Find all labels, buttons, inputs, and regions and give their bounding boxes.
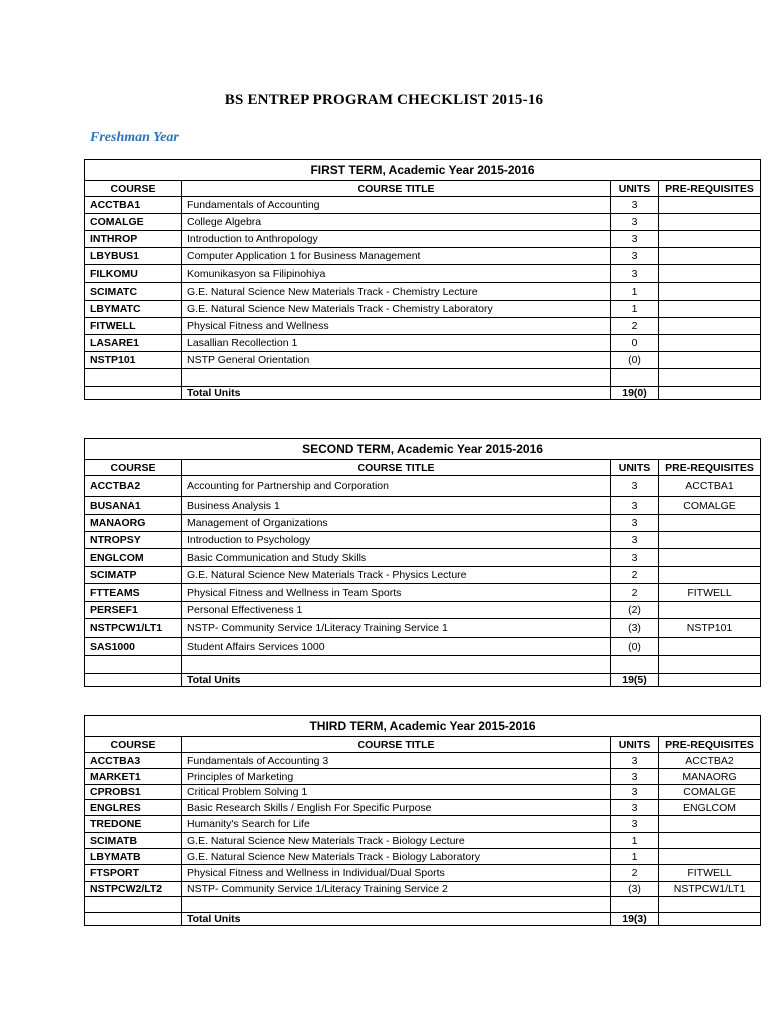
course-title: NSTP- Community Service 1/Literacy Training Service 2 (182, 882, 611, 897)
course-units: 3 (611, 753, 659, 769)
col-header-prereq: PRE-REQUISITES (659, 737, 761, 753)
course-units: 2 (611, 584, 659, 602)
course-title: Lasallian Recollection 1 (182, 335, 611, 352)
course-prereq (659, 248, 761, 265)
course-prereq (659, 283, 761, 301)
table-row (85, 833, 761, 849)
course-prereq: ENGLCOM (659, 800, 761, 816)
term-rows (85, 476, 761, 687)
course-code: PERSEF1 (85, 602, 182, 619)
table-row (85, 619, 761, 638)
table-row (85, 301, 761, 318)
course-prereq (659, 231, 761, 248)
course-prereq: ACCTBA1 (659, 476, 761, 497)
course-title: Physical Fitness and Wellness in Individual/Dual Sports (182, 865, 611, 882)
course-units: 1 (611, 301, 659, 318)
course-units: 3 (611, 800, 659, 816)
term-rows (85, 197, 761, 400)
course-code: SCIMATC (85, 283, 182, 301)
course-units: 3 (611, 248, 659, 265)
course-title: Physical Fitness and Wellness in Team Sports (182, 584, 611, 602)
term-title: FIRST TERM, Academic Year 2015-2016 (85, 160, 761, 181)
course-code: NSTPCW2/LT2 (85, 882, 182, 897)
col-header-course: COURSE (85, 181, 182, 197)
course-title: College Algebra (182, 214, 611, 231)
document-title: BS ENTREP PROGRAM CHECKLIST 2015-16 (224, 92, 544, 108)
empty-cell (182, 656, 611, 674)
table-row (85, 283, 761, 301)
empty-cell (85, 387, 182, 400)
course-code: ENGLRES (85, 800, 182, 816)
course-units: 3 (611, 515, 659, 532)
total-row (85, 674, 761, 687)
course-units: 3 (611, 532, 659, 549)
course-title: Physical Fitness and Wellness (182, 318, 611, 335)
course-units: 1 (611, 849, 659, 865)
course-title: Fundamentals of Accounting 3 (182, 753, 611, 769)
empty-cell (85, 674, 182, 687)
table-row (85, 532, 761, 549)
table-row (85, 214, 761, 231)
third-term-table (84, 715, 761, 926)
course-title: Introduction to Psychology (182, 532, 611, 549)
course-code: ACCTBA3 (85, 753, 182, 769)
table-row (85, 352, 761, 369)
col-header-prereq: PRE-REQUISITES (659, 181, 761, 197)
col-header-prereq: PRE-REQUISITES (659, 460, 761, 476)
col-header-course-title: COURSE TITLE (182, 737, 611, 753)
table-row (85, 497, 761, 515)
table-row (85, 265, 761, 283)
col-header-course-title: COURSE TITLE (182, 460, 611, 476)
course-prereq: MANAORG (659, 769, 761, 785)
course-units: 2 (611, 567, 659, 584)
course-title: Accounting for Partnership and Corporation (182, 476, 611, 497)
table-row (85, 197, 761, 214)
table-row (85, 476, 761, 497)
course-units: (0) (611, 638, 659, 656)
table-row (85, 231, 761, 248)
course-code: BUSANA1 (85, 497, 182, 515)
course-prereq: COMALGE (659, 497, 761, 515)
empty-cell (659, 674, 761, 687)
total-units: 19(3) (611, 913, 659, 926)
empty-cell (85, 656, 182, 674)
total-units: 19(0) (611, 387, 659, 400)
course-code: SCIMATP (85, 567, 182, 584)
course-title: Introduction to Anthropology (182, 231, 611, 248)
empty-cell (659, 656, 761, 674)
course-title: Management of Organizations (182, 515, 611, 532)
course-prereq (659, 265, 761, 283)
course-units: (3) (611, 882, 659, 897)
course-prereq (659, 816, 761, 833)
empty-cell (659, 369, 761, 387)
course-prereq (659, 318, 761, 335)
table-row (85, 335, 761, 352)
course-code: SCIMATB (85, 833, 182, 849)
course-units: 3 (611, 476, 659, 497)
first-term-table (84, 159, 761, 400)
course-code: LASARE1 (85, 335, 182, 352)
table-row (85, 248, 761, 265)
empty-cell (659, 913, 761, 926)
table-row (85, 800, 761, 816)
empty-cell (182, 369, 611, 387)
course-title: Komunikasyon sa Filipinohiya (182, 265, 611, 283)
course-code: LBYMATB (85, 849, 182, 865)
course-code: SAS1000 (85, 638, 182, 656)
empty-cell (611, 369, 659, 387)
course-prereq (659, 833, 761, 849)
course-code: INTHROP (85, 231, 182, 248)
year-heading: Freshman Year (90, 130, 179, 145)
course-units: 3 (611, 265, 659, 283)
course-prereq (659, 549, 761, 567)
course-prereq (659, 532, 761, 549)
course-code: ACCTBA2 (85, 476, 182, 497)
table-row (85, 816, 761, 833)
course-units: 3 (611, 769, 659, 785)
course-prereq (659, 515, 761, 532)
col-header-course: COURSE (85, 737, 182, 753)
course-title: G.E. Natural Science New Materials Track - Chemistry Lecture (182, 283, 611, 301)
blank-row (85, 897, 761, 913)
table-row (85, 515, 761, 532)
total-label: Total Units (182, 387, 611, 400)
course-code: LBYBUS1 (85, 248, 182, 265)
course-units: 3 (611, 231, 659, 248)
course-code: ACCTBA1 (85, 197, 182, 214)
course-title: NSTP- Community Service 1/Literacy Training Service 1 (182, 619, 611, 638)
empty-cell (85, 897, 182, 913)
course-units: (0) (611, 352, 659, 369)
course-prereq (659, 197, 761, 214)
course-prereq (659, 638, 761, 656)
course-code: TREDONE (85, 816, 182, 833)
table-row (85, 567, 761, 584)
course-code: ENGLCOM (85, 549, 182, 567)
course-prereq: NSTPCW1/LT1 (659, 882, 761, 897)
total-label: Total Units (182, 674, 611, 687)
course-prereq: COMALGE (659, 785, 761, 800)
table-row (85, 584, 761, 602)
table-row (85, 882, 761, 897)
course-title: Basic Communication and Study Skills (182, 549, 611, 567)
total-label: Total Units (182, 913, 611, 926)
course-code: NSTP101 (85, 352, 182, 369)
course-prereq: NSTP101 (659, 619, 761, 638)
empty-cell (85, 369, 182, 387)
course-prereq: ACCTBA2 (659, 753, 761, 769)
empty-cell (611, 656, 659, 674)
term-title: THIRD TERM, Academic Year 2015-2016 (85, 716, 761, 737)
course-units: 2 (611, 865, 659, 882)
course-prereq (659, 352, 761, 369)
table-row (85, 638, 761, 656)
course-code: FILKOMU (85, 265, 182, 283)
course-prereq: FITWELL (659, 584, 761, 602)
course-prereq (659, 335, 761, 352)
course-code: LBYMATC (85, 301, 182, 318)
course-title: Fundamentals of Accounting (182, 197, 611, 214)
course-units: 1 (611, 833, 659, 849)
course-prereq (659, 849, 761, 865)
course-title: Personal Effectiveness 1 (182, 602, 611, 619)
blank-row (85, 369, 761, 387)
total-row (85, 387, 761, 400)
course-prereq (659, 567, 761, 584)
course-title: Principles of Marketing (182, 769, 611, 785)
blank-row (85, 656, 761, 674)
table-row (85, 785, 761, 800)
course-units: 2 (611, 318, 659, 335)
table-row (85, 602, 761, 619)
course-units: 3 (611, 549, 659, 567)
table-row (85, 769, 761, 785)
course-units: 3 (611, 785, 659, 800)
col-header-units: UNITS (611, 460, 659, 476)
course-units: 3 (611, 197, 659, 214)
course-units: (3) (611, 619, 659, 638)
course-code: FITWELL (85, 318, 182, 335)
empty-cell (659, 897, 761, 913)
total-units: 19(5) (611, 674, 659, 687)
col-header-course-title: COURSE TITLE (182, 181, 611, 197)
total-row (85, 913, 761, 926)
empty-cell (182, 897, 611, 913)
empty-cell (611, 897, 659, 913)
course-prereq (659, 214, 761, 231)
course-title: G.E. Natural Science New Materials Track - Chemistry Laboratory (182, 301, 611, 318)
course-title: Student Affairs Services 1000 (182, 638, 611, 656)
empty-cell (659, 387, 761, 400)
course-title: Basic Research Skills / English For Specific Purpose (182, 800, 611, 816)
course-title: Humanity's Search for Life (182, 816, 611, 833)
table-row (85, 849, 761, 865)
course-title: G.E. Natural Science New Materials Track - Physics Lecture (182, 567, 611, 584)
course-prereq (659, 602, 761, 619)
course-prereq (659, 301, 761, 318)
col-header-units: UNITS (611, 181, 659, 197)
course-units: 3 (611, 816, 659, 833)
course-units: 0 (611, 335, 659, 352)
course-code: MANAORG (85, 515, 182, 532)
table-row (85, 318, 761, 335)
course-prereq: FITWELL (659, 865, 761, 882)
col-header-units: UNITS (611, 737, 659, 753)
second-term-table (84, 438, 761, 687)
course-units: (2) (611, 602, 659, 619)
course-units: 1 (611, 283, 659, 301)
table-row (85, 865, 761, 882)
table-row (85, 549, 761, 567)
course-title: Critical Problem Solving 1 (182, 785, 611, 800)
col-header-course: COURSE (85, 460, 182, 476)
course-code: FTTEAMS (85, 584, 182, 602)
course-code: NTROPSY (85, 532, 182, 549)
course-code: FTSPORT (85, 865, 182, 882)
term-title: SECOND TERM, Academic Year 2015-2016 (85, 439, 761, 460)
empty-cell (85, 913, 182, 926)
course-code: MARKET1 (85, 769, 182, 785)
course-units: 3 (611, 214, 659, 231)
course-code: NSTPCW1/LT1 (85, 619, 182, 638)
course-code: COMALGE (85, 214, 182, 231)
course-units: 3 (611, 497, 659, 515)
course-title: G.E. Natural Science New Materials Track - Biology Laboratory (182, 849, 611, 865)
course-title: NSTP General Orientation (182, 352, 611, 369)
course-code: CPROBS1 (85, 785, 182, 800)
course-title: Computer Application 1 for Business Management (182, 248, 611, 265)
table-row (85, 753, 761, 769)
term-rows (85, 753, 761, 926)
course-title: G.E. Natural Science New Materials Track - Biology Lecture (182, 833, 611, 849)
course-title: Business Analysis 1 (182, 497, 611, 515)
